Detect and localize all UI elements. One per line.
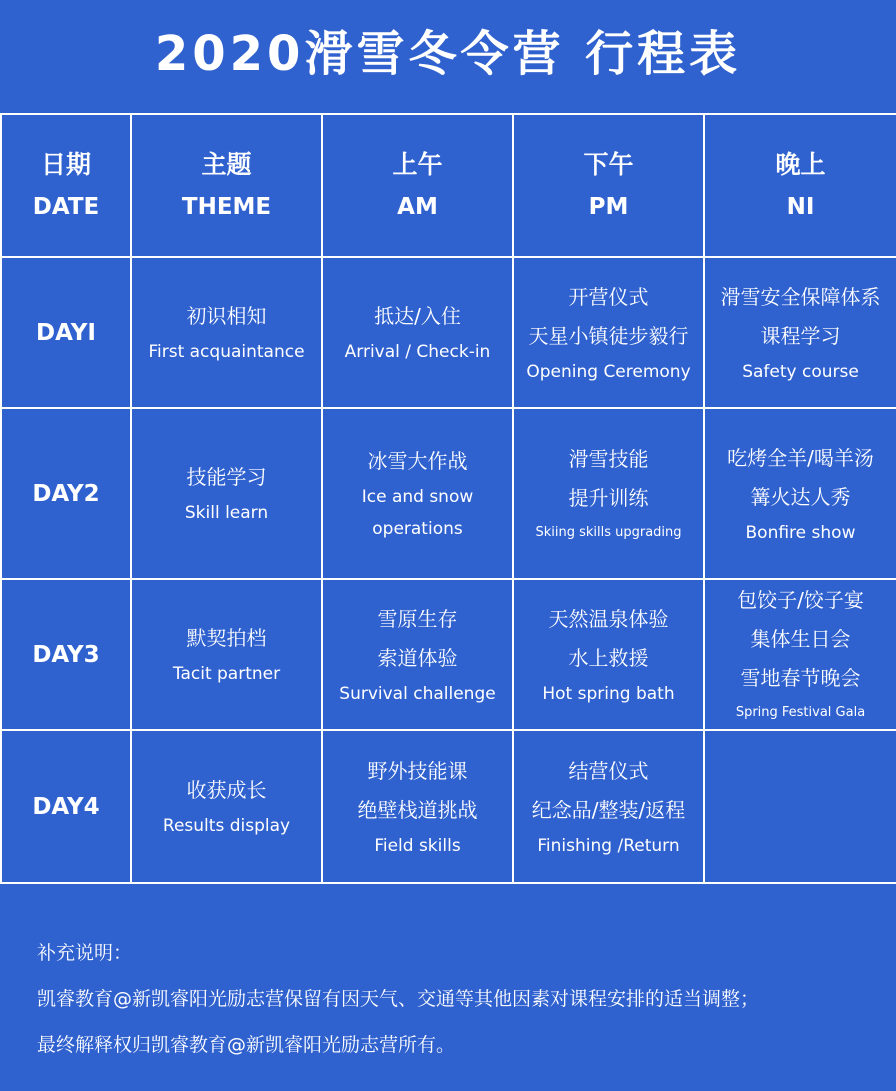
table-row — [1, 408, 896, 579]
night-line: Spring Festival Gala — [735, 705, 866, 720]
am-line: Survival challenge — [339, 683, 496, 704]
notes-section — [37, 930, 877, 1068]
am-cell — [322, 257, 513, 408]
day-label: DAY2 — [32, 480, 100, 507]
pm-line: Skiing skills upgrading — [535, 524, 682, 540]
night-line: Bonfire show — [745, 522, 856, 543]
am-cell — [322, 579, 513, 730]
am-cell — [322, 730, 513, 883]
am-line: 索道体验 — [377, 645, 458, 670]
am-line: 野外技能课 — [367, 758, 468, 783]
notes-heading: 补充说明： — [37, 942, 133, 964]
am-line: 绝壁栈道挑战 — [357, 797, 478, 822]
night-line: 吃烤全羊/喝羊汤 — [727, 445, 874, 470]
pm-line: 天然温泉体验 — [548, 606, 669, 631]
pm-line: 提升训练 — [568, 485, 649, 510]
am-line: 雪原生存 — [377, 606, 458, 631]
theme-cn: 技能学习 — [186, 465, 267, 489]
pm-line: 水上救援 — [568, 645, 649, 670]
theme-cn: 收获成长 — [186, 778, 267, 802]
night-line: 篝火达人秀 — [750, 484, 851, 509]
day-cell — [1, 579, 131, 730]
night-cell — [704, 257, 896, 408]
table-row — [1, 730, 896, 883]
day-cell — [1, 730, 131, 883]
theme-cn: 初识相知 — [186, 304, 267, 328]
table-header-row — [1, 114, 896, 257]
header-theme-cn: 主题 — [201, 149, 252, 179]
night-line: 雪地春节晚会 — [740, 666, 861, 690]
pm-line: 开营仪式 — [568, 284, 649, 309]
schedule-table — [0, 113, 896, 884]
pm-line: Opening Ceremony — [526, 361, 691, 382]
am-line: 抵达/入住 — [374, 304, 461, 328]
table-row — [1, 257, 896, 408]
am-line: Ice and snow — [361, 487, 474, 507]
pm-cell — [513, 408, 704, 579]
pm-cell — [513, 730, 704, 883]
header-pm-cn: 下午 — [583, 149, 634, 179]
header-am — [322, 114, 513, 257]
theme-en: First acquaintance — [148, 342, 305, 362]
header-am-cn: 上午 — [392, 149, 443, 179]
am-line: Arrival / Check-in — [344, 342, 491, 362]
pm-line: Finishing /Return — [537, 835, 680, 856]
day-label: DAY4 — [32, 793, 100, 820]
theme-cell — [131, 257, 322, 408]
night-line: 包饺子/饺子宴 — [737, 588, 864, 612]
table-row — [1, 579, 896, 730]
theme-en: Tacit partner — [172, 664, 281, 684]
day-cell — [1, 408, 131, 579]
notes-line: 最终解释权归凯睿教育@新凯睿阳光励志营所有。 — [37, 1034, 456, 1056]
header-pm — [513, 114, 704, 257]
theme-cell — [131, 730, 322, 883]
pm-line: 纪念品/整装/返程 — [531, 797, 686, 822]
am-cell — [322, 408, 513, 579]
theme-cn: 默契拍档 — [186, 626, 267, 650]
night-cell-empty — [704, 730, 896, 883]
pm-line: 滑雪技能 — [568, 446, 649, 471]
pm-line: 结营仪式 — [568, 758, 649, 783]
theme-cell — [131, 408, 322, 579]
pm-line: Hot spring bath — [542, 683, 675, 704]
am-line: Field skills — [374, 835, 461, 856]
pm-line: 天星小镇徒步毅行 — [528, 323, 689, 348]
pm-cell — [513, 257, 704, 408]
notes-line: 凯睿教育@新凯睿阳光励志营保留有因天气、交通等其他因素对课程安排的适当调整； — [37, 988, 760, 1010]
night-cell — [704, 579, 896, 730]
header-pm-en: PM — [588, 193, 629, 220]
day-cell — [1, 257, 131, 408]
header-theme — [131, 114, 322, 257]
theme-en: Results display — [162, 816, 291, 836]
day-label: DAYI — [36, 319, 96, 346]
am-line: operations — [372, 519, 463, 539]
page-title: 2020滑雪冬令营 行程表 — [154, 26, 742, 82]
header-date — [1, 114, 131, 257]
night-line: Safety course — [742, 361, 859, 382]
header-am-en: AM — [397, 193, 438, 220]
night-line: 滑雪安全保障体系 — [720, 284, 881, 309]
header-theme-en: THEME — [181, 193, 272, 220]
night-line: 集体生日会 — [750, 627, 851, 651]
am-line: 冰雪大作战 — [367, 449, 468, 473]
theme-en: Skill learn — [184, 503, 269, 523]
day-label: DAY3 — [32, 641, 100, 668]
pm-cell — [513, 579, 704, 730]
night-line: 课程学习 — [760, 323, 841, 348]
header-night-cn: 晚上 — [775, 149, 826, 179]
night-cell — [704, 408, 896, 579]
header-night — [704, 114, 896, 257]
header-date-cn: 日期 — [40, 149, 91, 179]
header-night-en: NI — [786, 193, 815, 220]
header-date-en: DATE — [32, 193, 100, 220]
theme-cell — [131, 579, 322, 730]
